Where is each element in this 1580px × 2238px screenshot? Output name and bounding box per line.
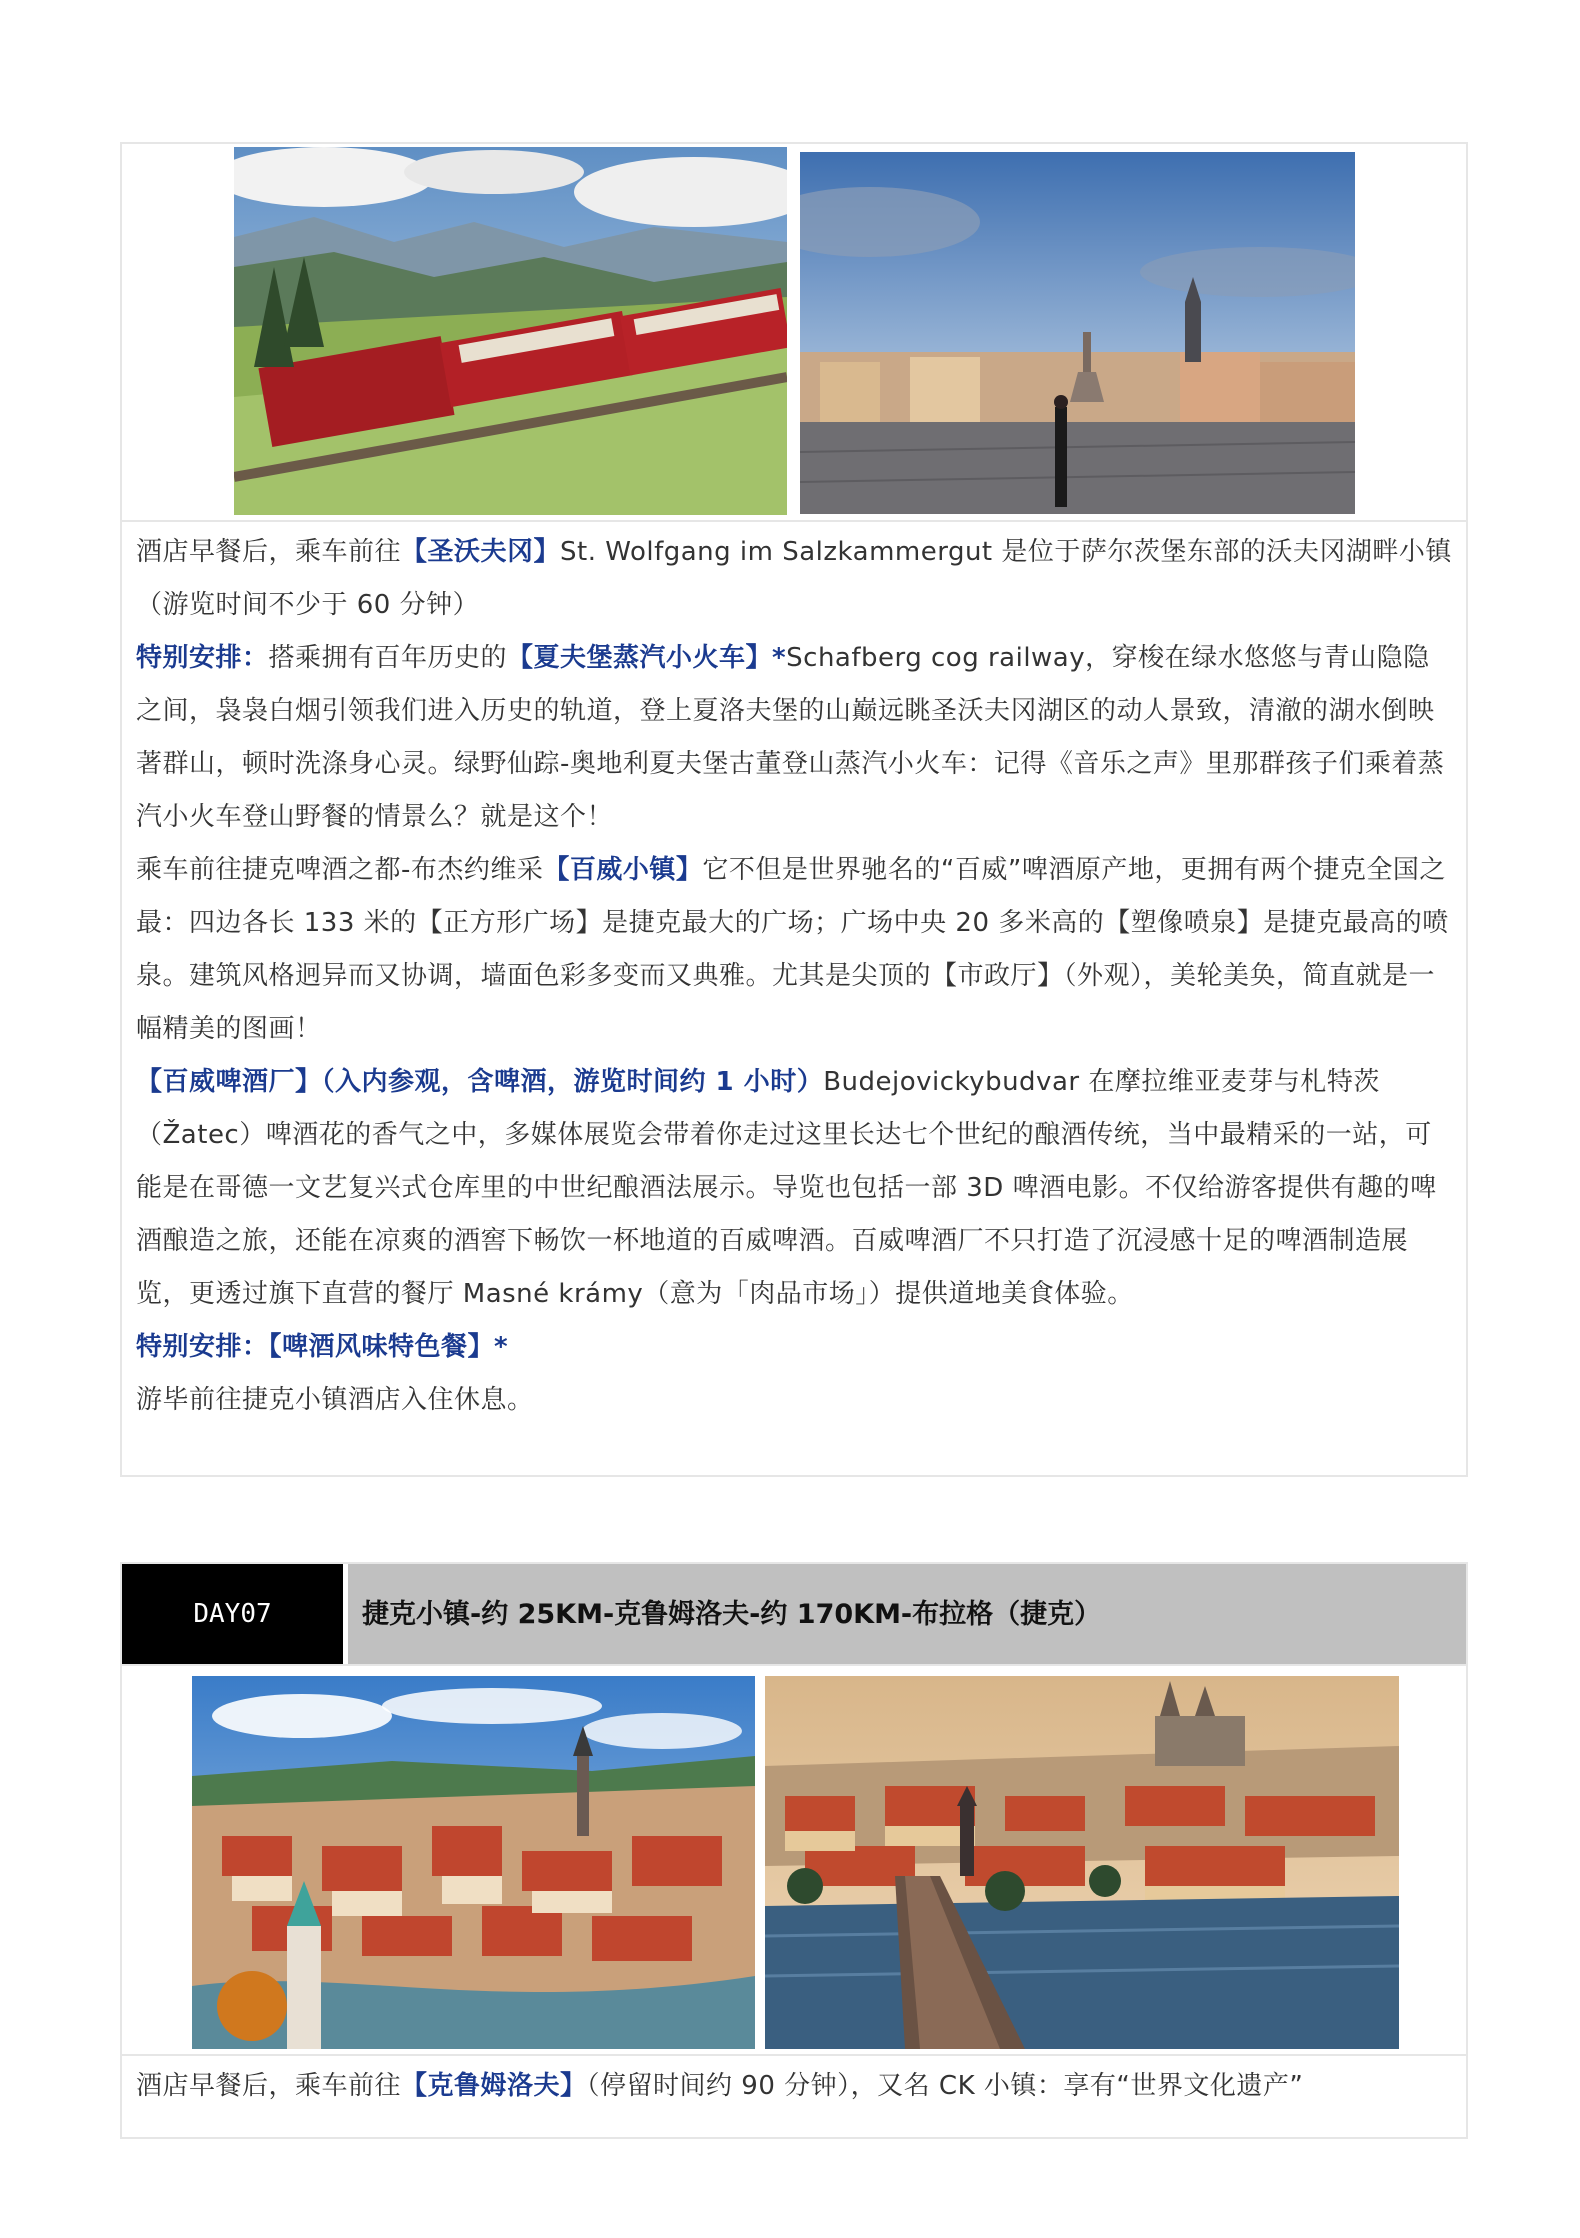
- paragraph-schafberg-railway: 特别安排：搭乘拥有百年历史的【夏夫堡蒸汽小火车】*Schafberg cog railway，穿梭在绿水悠悠与青山隐隐之间，袅袅白烟引领我们进入历史的轨道，登上夏洛夫堡的山巅远眺圣沃夫冈湖区的动人景致，清澈的湖水倒映著群山，顿时洗涤身心灵。绿野仙踪-奥地利夏夫堡古董登山蒸汽小火车：记得《音乐之声》里那群孩子们乘着蒸汽小火车登山野餐的情景么？就是这个！: [136, 643, 1445, 832]
- highlight-beer-meal: 特别安排：【啤酒风味特色餐】*: [136, 1332, 509, 1362]
- highlight-schafberg-railway: 【夏夫堡蒸汽小火车】*: [507, 643, 787, 673]
- day7-photo-row: [122, 1666, 1466, 2051]
- highlight-budweis-town: 【百威小镇】: [543, 855, 703, 885]
- day6-itinerary-text: [136, 526, 1456, 1427]
- day7-card: [120, 1562, 1468, 2139]
- prague-charles-bridge-photo: [765, 1676, 1399, 2049]
- special-arrangement-label: 特别安排：: [136, 643, 269, 673]
- town-square-fountain-photo: [800, 152, 1355, 514]
- day6-photo-row: [122, 144, 1466, 520]
- cog-railway-train-photo: [234, 147, 787, 515]
- paragraph-st-wolfgang: 酒店早餐后，乘车前往【圣沃夫冈】St. Wolfgang im Salzkammergut 是位于萨尔茨堡东部的沃夫冈湖畔小镇（游览时间不少于 60 分钟）: [136, 537, 1452, 620]
- cesky-krumlov-aerial-photo: [192, 1676, 755, 2049]
- paragraph-hotel-checkin: 游毕前往捷克小镇酒店入住休息。: [136, 1385, 534, 1415]
- day7-header: [122, 1564, 1466, 1664]
- highlight-budweiser-brewery: 【百威啤酒厂】（入内参观，含啤酒，游览时间约 1 小时）: [136, 1067, 824, 1097]
- day7-itinerary-text: [136, 2060, 1456, 2113]
- paragraph-budweis-town: 乘车前往捷克啤酒之都-布杰约维采【百威小镇】它不但是世界驰名的“百威”啤酒原产地，更拥有两个捷克全国之最：四边各长 133 米的【正方形广场】是捷克最大的广场；广场中央 20 多米高的【塑像喷泉】是捷克最高的喷泉。建筑风格迥异而又协调，墙面色彩多变而又典雅。尤其是尖顶的【市政厅】（外观），美轮美奂，简直就是一幅精美的图画！: [136, 855, 1449, 1044]
- day6-card: [120, 142, 1468, 1477]
- paragraph-cesky-krumlov: 酒店早餐后，乘车前往【克鲁姆洛夫】（停留时间约 90 分钟），又名 CK 小镇：享有“世界文化遗产”: [136, 2071, 1304, 2101]
- day-label: DAY07: [122, 1564, 343, 1664]
- photo-divider: [122, 2054, 1466, 2056]
- highlight-st-wolfgang: 【圣沃夫冈】: [401, 537, 561, 567]
- highlight-cesky-krumlov: 【克鲁姆洛夫】: [401, 2071, 587, 2101]
- paragraph-beer-meal: [136, 1321, 1456, 1374]
- day-title: 捷克小镇-约 25KM-克鲁姆洛夫-约 170KM-布拉格（捷克）: [362, 1599, 1102, 1630]
- photo-divider: [122, 520, 1466, 522]
- paragraph-budweiser-brewery: 【百威啤酒厂】（入内参观，含啤酒，游览时间约 1 小时）Budejovickybudvar 在摩拉维亚麦芽与札特茨（Žatec）啤酒花的香气之中，多媒体展览会带着你走过这里长达七个世纪的酿酒传统，当中最精采的一站，可能是在哥德一文艺复兴式仓库里的中世纪酿酒法展示。导览也包括一部 3D 啤酒电影。不仅给游客提供有趣的啤酒酿造之旅，还能在凉爽的酒窖下畅饮一杯地道的百威啤酒。百威啤酒厂不只打造了沉浸感十足的啤酒制造展览，更透过旗下直营的餐厅 Masné krámy（意为「肉品市场」）提供道地美食体验。: [136, 1067, 1437, 1309]
